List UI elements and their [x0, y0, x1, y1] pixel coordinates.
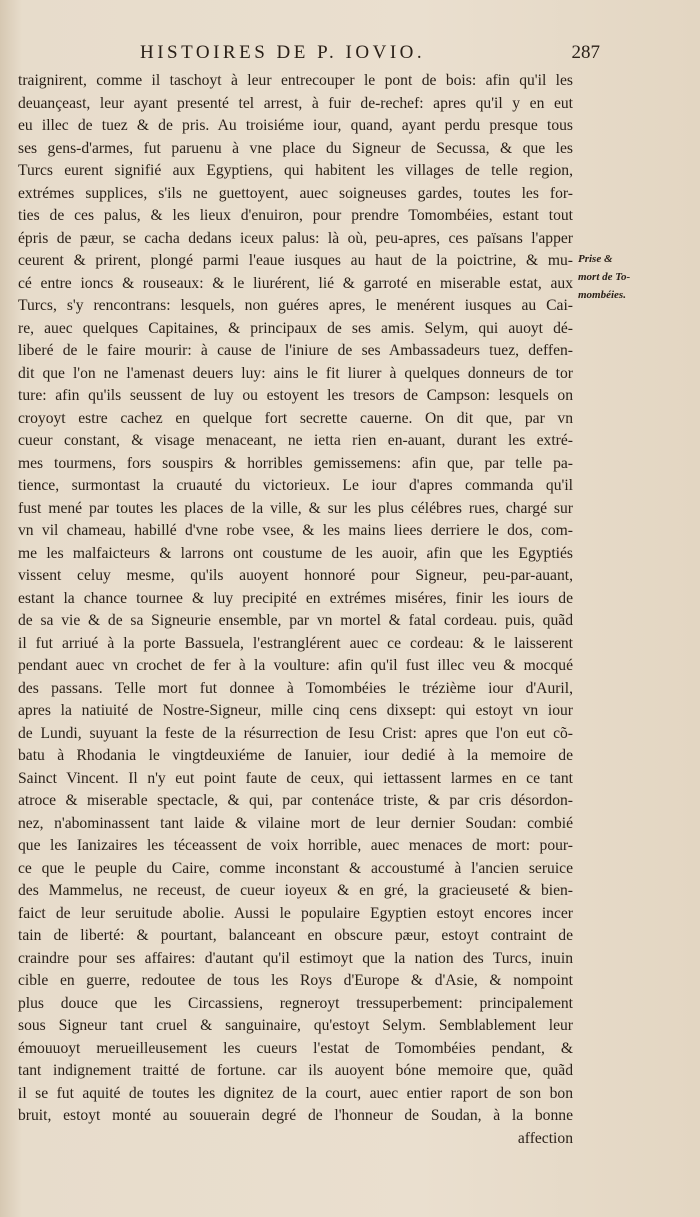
text-line: tain de liberté: & pourtant, balanceant en obscure pæur, estoyt contraint de — [18, 927, 573, 944]
text-line: sous Signeur tant cruel & sanguinaire, qu'estoyt Selym. Semblablement leur — [18, 1017, 573, 1034]
margin-note — [578, 250, 648, 304]
margin-note-line: mombéies. — [578, 289, 626, 301]
text-line: tant indignement traitté de fortune. car ils auoyent bóne memoire que, quãd — [18, 1062, 573, 1079]
text-line: des passans. Telle mort fut donnee à Tomombéies le trézième iour d'Auril, — [18, 679, 573, 697]
text-line: ses gens-d'armes, fut paruenu à vne place du Signeur de Secussa, & que les — [18, 139, 573, 157]
text-line: ce que le peuple du Caire, comme inconstant & accoustumé à l'ancien seruice — [18, 859, 573, 877]
text-line: apres la natiuité de Nostre-Signeur, mille cinq cens dixsept: qui estoyt vn iour — [18, 702, 573, 719]
text-line: tience, surmontast la cruauté du victorieux. Le iour d'apres commanda qu'il — [18, 477, 573, 494]
text-line: Turcs eurent signifié aux Egyptiens, qui habitent les villages de telle region, — [18, 162, 573, 179]
text-line: ceurent & prirent, plongé parmi l'eaue iusques au haut de la poictrine, & mu- — [18, 252, 573, 269]
text-line: émouuoyt merueilleusement les cueurs l'estat de Tomombéies pendant, & — [18, 1039, 573, 1057]
running-title: HISTOIRES DE P. IOVIO. — [140, 42, 426, 63]
text-line: il se fut aquité de toutes les dignitez de la court, auec entier raport de son bon — [18, 1084, 573, 1102]
text-line: croyoyt estre cachez en quelque fort secrette cauerne. On dit que, par vn — [18, 409, 573, 427]
text-line: il fut arriué à la porte Bassuela, l'estranglérent auec ce cordeau: & le laisserent — [18, 634, 573, 652]
text-line: cible en guerre, redoutee de tous les Roys d'Europe & d'Asie, & nompoint — [18, 972, 573, 989]
text-line: me les malfaicteurs & larrons ont coustume de les auoir, afin que les Egyptiés — [18, 544, 573, 562]
text-line: cueur constant, & visage menaceant, ne ietta rien en-auant, durant les extré- — [18, 432, 573, 449]
text-line: atroce & miserable spectacle, & qui, par contenáce triste, & par cris désordon- — [18, 792, 573, 809]
page-header — [140, 42, 600, 68]
text-line: de sa vie & de sa Signeurie ensemble, par vn mortel & fatal cordeau. puis, quãd — [18, 612, 573, 629]
text-line: de Lundi, suyuant la feste de la résurrection de Iesu Crist: apres que l'on eut cõ- — [18, 724, 573, 742]
text-line: re, auec quelques Capitaines, & principaux de ses amis. Selym, qui auoyt dé- — [18, 319, 573, 337]
text-line: craindre pour ses affaires: d'autant qu'il estimoyt que la nation des Turcs, inuin — [18, 949, 573, 967]
text-line: cé entre ioncs & rouseaux: & le liurérent, lié & garroté en miserable estat, aux — [18, 274, 573, 292]
text-line: estant la chance tournee & luy precipité en extrémes miséres, finir les iours de — [18, 589, 573, 607]
text-line: fust mené par toutes les places de la ville, & sur les plus célébres rues, chargé sur — [18, 499, 573, 517]
text-line: Turcs, s'y rencontrans: lesquels, non guéres apres, le menérent iusques au Cai- — [18, 297, 573, 314]
text-line: deuançeast, leur ayant presenté tel arrest, à fuir de-rechef: apres qu'il y en eut — [18, 94, 573, 112]
text-line: batu à Rhodania le vingtdeuxiéme de Ianuier, iour dedié à la memoire de — [18, 747, 573, 764]
body-text — [18, 70, 573, 1150]
text-line: mes tourmens, fors souspirs & horribles gemissemens: afin que, par telle pa- — [18, 454, 573, 472]
text-line: nez, n'abominassent tant laide & vilaine mort de leur dernier Soudan: combié — [18, 814, 573, 832]
text-line: vissent celuy mesme, qu'ils auoyent honnoré pour Signeur, peu-par-auant, — [18, 567, 573, 584]
text-line: ties de ces palus, & les lieux d'enuiron, pour prendre Tomombéies, estant tout — [18, 207, 573, 224]
text-line: liberé de le faire mourir: à cause de l'iniure de ses Ambassadeurs tuez, deffen- — [18, 342, 573, 359]
text-line: faict de leur seruitude abolie. Aussi le populaire Egyptien estoyt encores incer — [18, 904, 573, 922]
text-line: que les Ianizaires les téceassent de voix horrible, auec menaces de mort: pour- — [18, 837, 573, 854]
text-line: eu illec de tuez & de pris. Au troisiéme iour, quand, ayant perdu presque tous — [18, 117, 573, 134]
text-line: épris de pæur, se cacha dedans iceux palus: là où, peu-apres, ces païsans l'apper — [18, 229, 573, 247]
margin-note-line: Prise & — [578, 253, 613, 265]
text-line: Sainct Vincent. Il n'y eut point faute de ceux, qui iettassent larmes en ce tant — [18, 769, 573, 787]
margin-note-line: mort de To- — [578, 271, 631, 283]
text-line: affection — [517, 1129, 573, 1147]
text-line: dit que l'on ne l'amenast deuers luy: ains le fit liurer à quelques donneurs de tor — [18, 364, 573, 382]
text-line: traignirent, comme il taschoyt à leur entrecouper le pont de bois: afin qu'il les — [18, 72, 573, 89]
text-line: extrémes supplices, s'ils ne guettoyent, auec soigneuses gardes, toutes les for- — [18, 184, 573, 202]
text-line: bruit, estoyt monté au souuerain degré de l'honneur de Soudan, à la bonne — [18, 1107, 573, 1124]
page-number: 287 — [571, 42, 600, 63]
text-line: vn vil chameau, habillé d'vne robe vsee, & les mains liees derriere le dos, com- — [18, 522, 573, 539]
text-line: des Mammelus, ne receust, de cueur ioyeux & en gré, la gracieuseté & bien- — [18, 882, 573, 899]
text-line: pendant auec vn crochet de fer à la voulture: afin qu'il fust illec veu & mocqué — [18, 657, 573, 674]
text-line: plus douce que les Circassiens, regneroyt tressuperbement: principalement — [18, 994, 573, 1012]
text-line: ture: afin qu'ils seussent de luy ou estoyent les tresors de Campson: lesquels on — [18, 387, 573, 404]
